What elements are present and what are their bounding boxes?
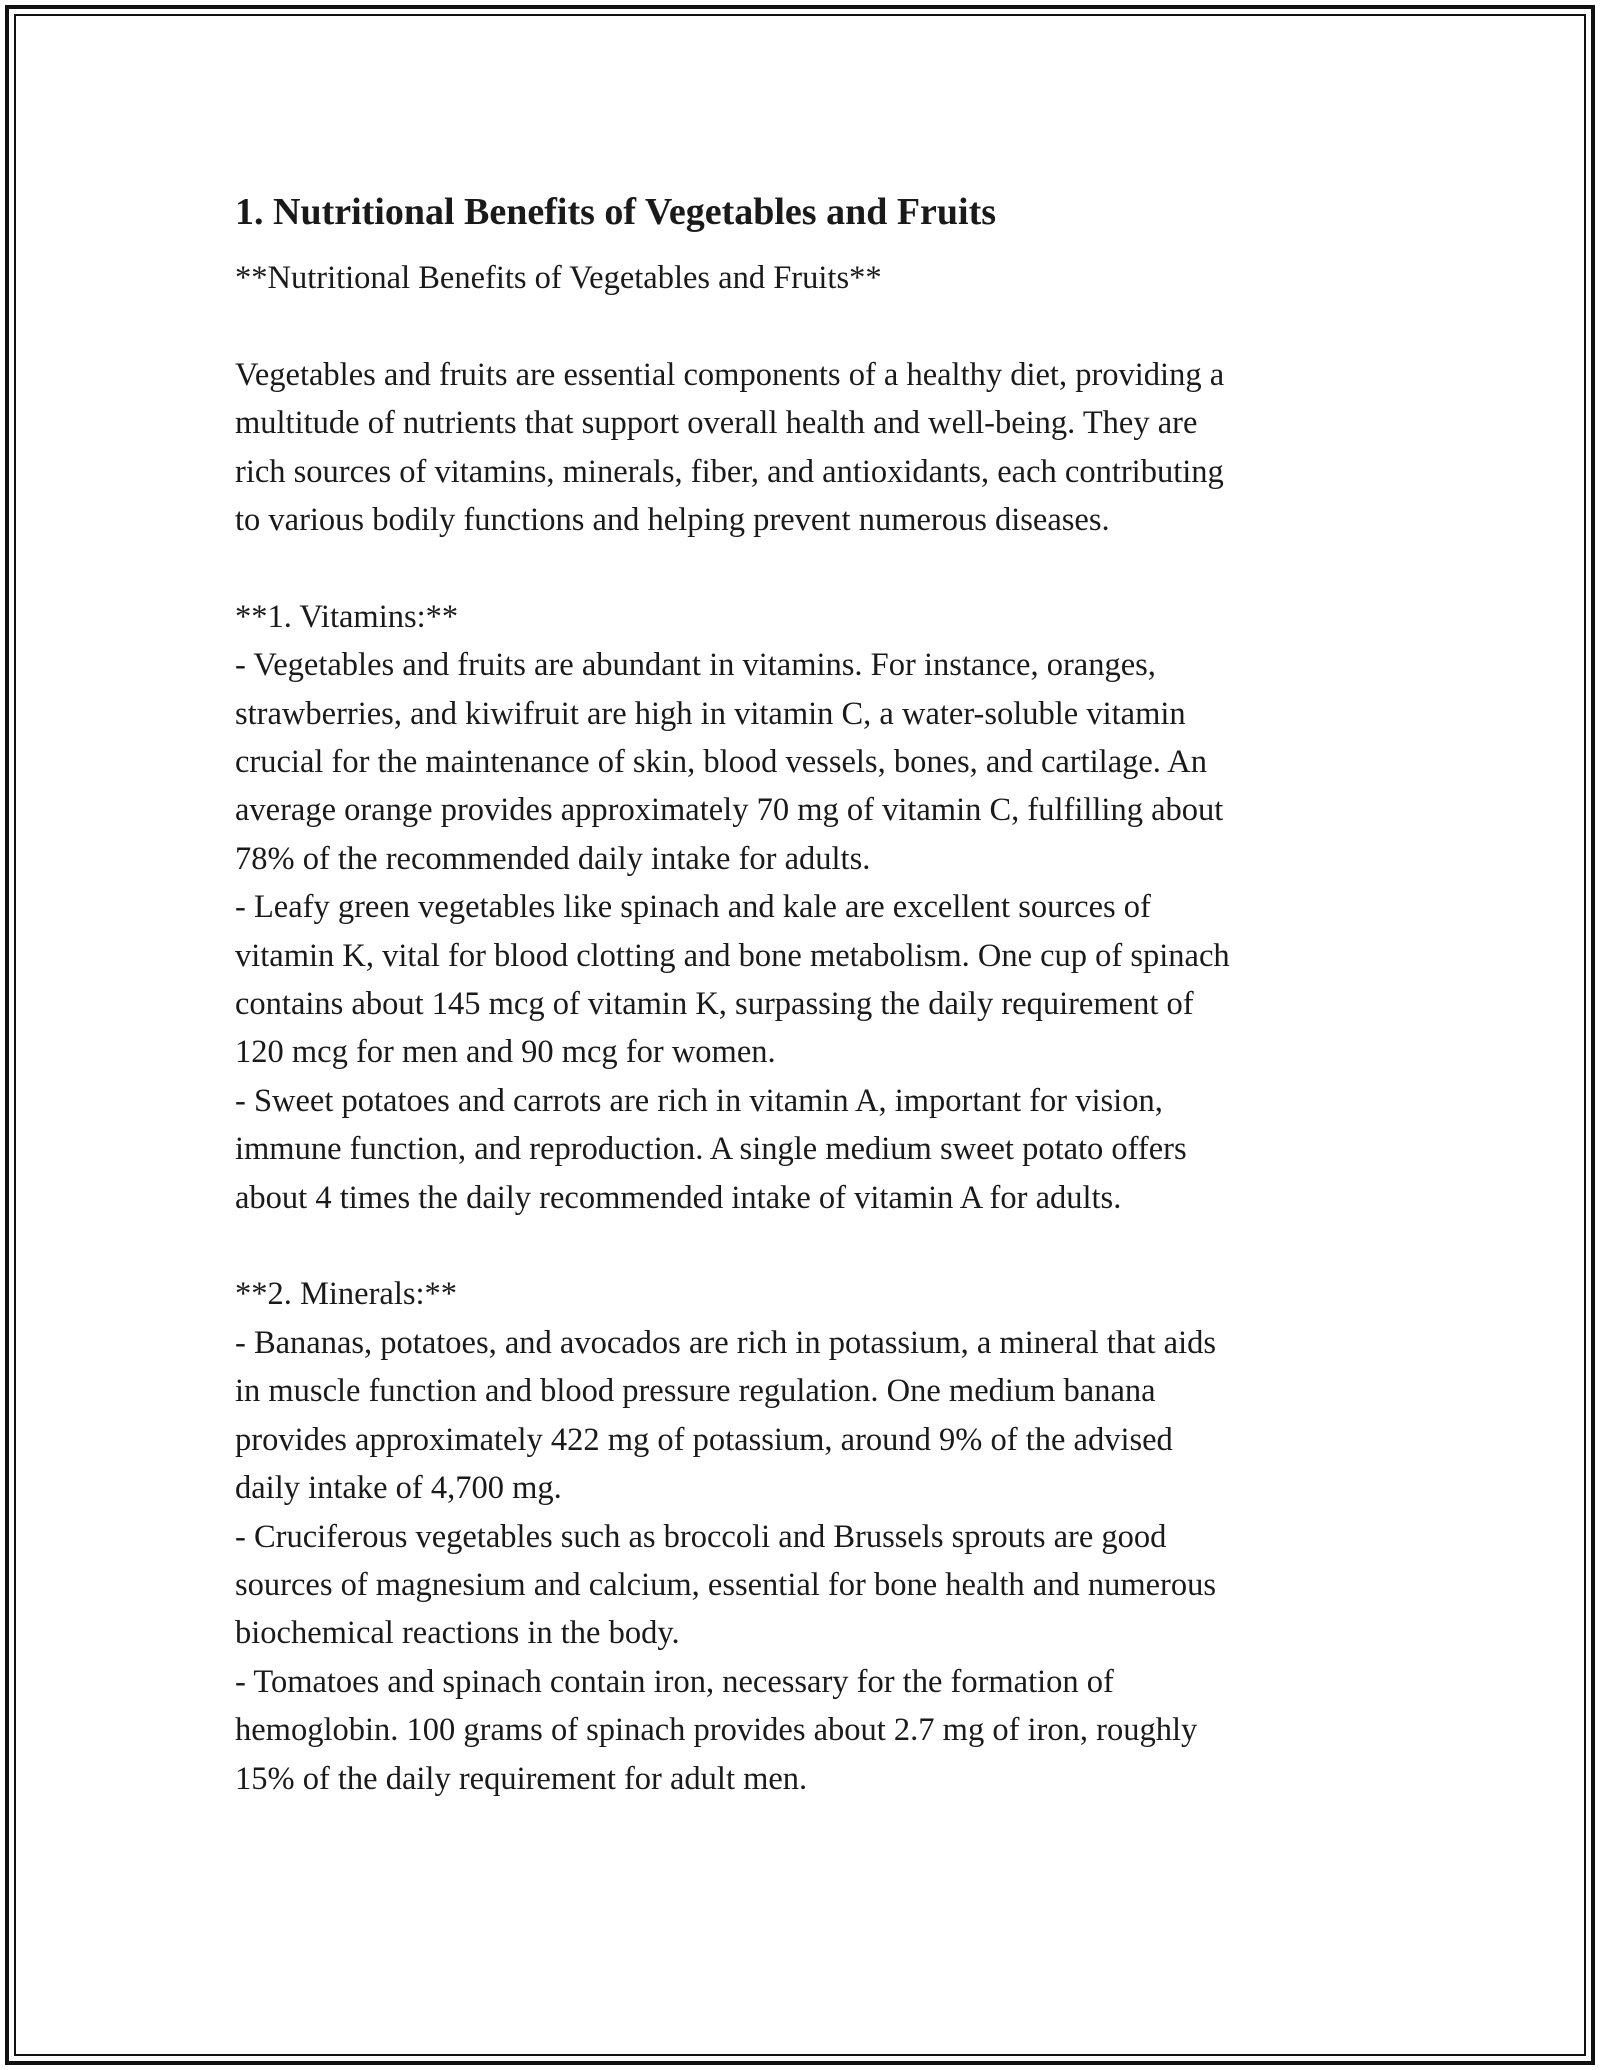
minerals-line: - Cruciferous vegetables such as broccoli and Brussels sprouts are good <box>235 1518 1167 1555</box>
vitamins-line: vitamin K, vital for blood clotting and bone metabolism. One cup of spinach <box>235 937 1230 974</box>
minerals-line: - Tomatoes and spinach contain iron, necessary for the formation of <box>235 1663 1114 1700</box>
minerals-line: in muscle function and blood pressure regulation. One medium banana <box>235 1373 1156 1410</box>
minerals-line: provides approximately 422 mg of potassium, around 9% of the advised <box>235 1421 1173 1458</box>
vitamins-line: 78% of the recommended daily intake for adults. <box>235 840 871 877</box>
vitamins-line: - Sweet potatoes and carrots are rich in vitamin A, important for vision, <box>235 1082 1163 1119</box>
vitamins-line: average orange provides approximately 70 mg of vitamin C, fulfilling about <box>235 792 1224 829</box>
minerals-line: hemoglobin. 100 grams of spinach provides about 2.7 mg of iron, roughly <box>235 1712 1198 1749</box>
minerals-line: biochemical reactions in the body. <box>235 1615 680 1652</box>
vitamins-line: - Leafy green vegetables like spinach and kale are excellent sources of <box>235 889 1151 926</box>
vitamins-title: **1. Vitamins:** <box>235 598 459 635</box>
intro-line: multitude of nutrients that support overall health and well-being. They are <box>235 405 1198 442</box>
vitamins-line: - Vegetables and fruits are abundant in vitamins. For instance, oranges, <box>235 647 1156 684</box>
vitamins-line: about 4 times the daily recommended intake of vitamin A for adults. <box>235 1179 1122 1216</box>
intro-line: to various bodily functions and helping prevent numerous diseases. <box>235 502 1110 539</box>
document-text <box>235 254 1385 1803</box>
blank-line <box>235 544 1385 592</box>
minerals-title: **2. Minerals:** <box>235 1276 458 1313</box>
vitamins-line: 120 mcg for men and 90 mcg for women. <box>235 1034 776 1071</box>
vitamins-line: immune function, and reproduction. A single medium sweet potato offers <box>235 1131 1187 1168</box>
document-body <box>235 186 1385 1803</box>
minerals-line: sources of magnesium and calcium, essential for bone health and numerous <box>235 1566 1217 1603</box>
minerals-line: - Bananas, potatoes, and avocados are rich in potassium, a mineral that aids <box>235 1324 1217 1361</box>
vitamins-line: contains about 145 mcg of vitamin K, surpassing the daily requirement of <box>235 986 1194 1023</box>
minerals-line: daily intake of 4,700 mg. <box>235 1470 562 1507</box>
subtitle-line: **Nutritional Benefits of Vegetables and Fruits** <box>235 260 882 296</box>
intro-line: rich sources of vitamins, minerals, fiber, and antioxidants, each contributing <box>235 453 1224 490</box>
vitamins-line: strawberries, and kiwifruit are high in vitamin C, a water-soluble vitamin <box>235 695 1186 732</box>
intro-line: Vegetables and fruits are essential components of a healthy diet, providing a <box>235 356 1225 393</box>
blank-line <box>235 302 1385 350</box>
vitamins-line: crucial for the maintenance of skin, blood vessels, bones, and cartilage. An <box>235 744 1207 781</box>
section-heading: 1. Nutritional Benefits of Vegetables and Fruits <box>235 191 997 233</box>
minerals-line: 15% of the daily requirement for adult men. <box>235 1760 808 1797</box>
blank-line <box>235 1222 1385 1270</box>
